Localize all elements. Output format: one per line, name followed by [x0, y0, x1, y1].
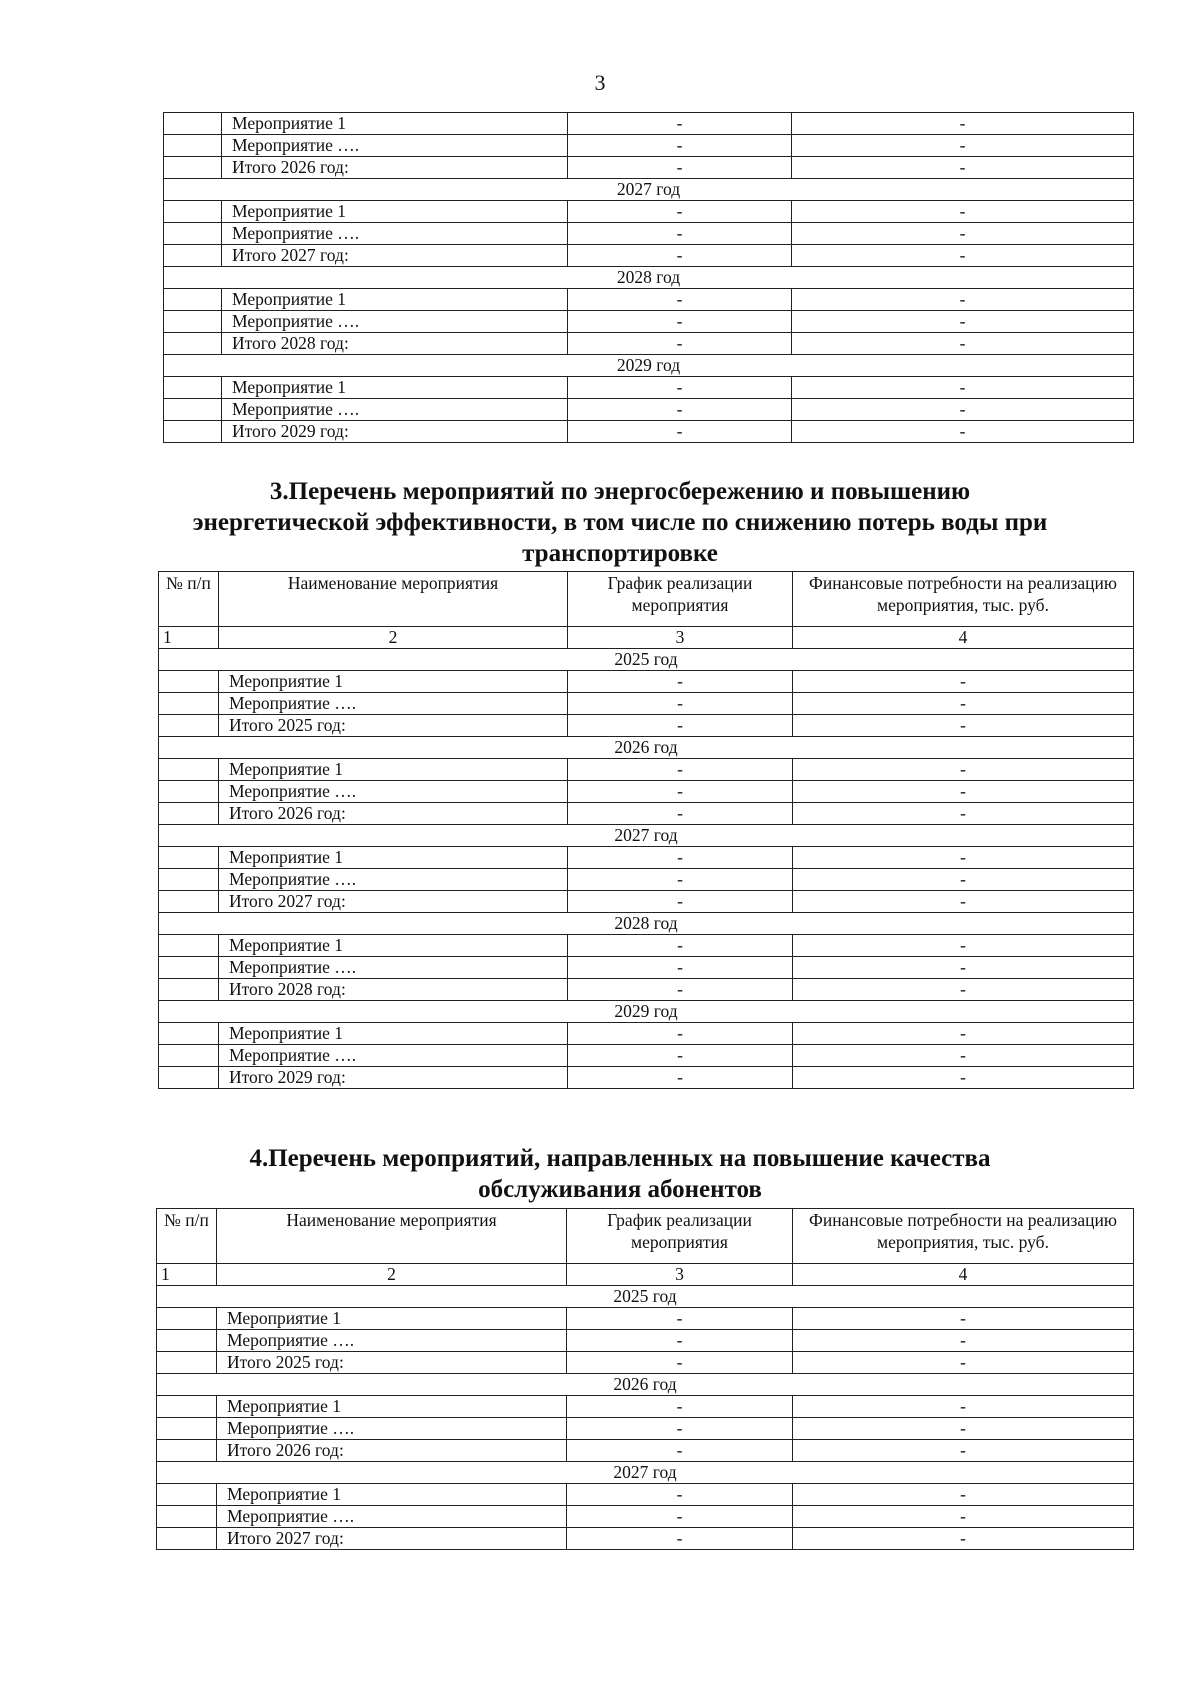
finance-value: - — [792, 421, 1134, 443]
activity-name: Мероприятие 1 — [217, 1484, 567, 1506]
schedule-value: - — [568, 223, 792, 245]
row-number-cell — [159, 891, 219, 913]
row-number-cell — [164, 157, 222, 179]
finance-value: - — [792, 157, 1134, 179]
schedule-value: - — [567, 1308, 793, 1330]
table-row — [159, 957, 1134, 979]
activity-name: Итого 2029 год: — [222, 421, 568, 443]
row-number-cell — [159, 935, 219, 957]
finance-value: - — [792, 223, 1134, 245]
row-number-cell — [157, 1308, 217, 1330]
table-section4 — [156, 1208, 1134, 1550]
year-label: 2028 год — [164, 267, 1134, 289]
table-row — [159, 847, 1134, 869]
activity-name: Итого 2027 год: — [217, 1528, 567, 1550]
year-row — [159, 649, 1134, 671]
header-name: Наименование мероприятия — [217, 1209, 567, 1264]
activity-name: Итого 2027 год: — [219, 891, 568, 913]
table-section3 — [158, 571, 1134, 1089]
finance-value: - — [793, 1330, 1134, 1352]
year-label: 2025 год — [159, 649, 1134, 671]
table-row — [159, 1067, 1134, 1089]
section4-title-line1: 4.Перечень мероприятий, направленных на повышение качества — [249, 1145, 991, 1172]
column-number-4: 4 — [793, 1264, 1134, 1286]
table-row — [159, 693, 1134, 715]
year-row — [157, 1462, 1134, 1484]
activity-name: Итого 2026 год: — [217, 1440, 567, 1462]
row-number-cell — [159, 715, 219, 737]
table-row — [159, 1023, 1134, 1045]
finance-value: - — [793, 1308, 1134, 1330]
year-label: 2027 год — [164, 179, 1134, 201]
finance-value: - — [793, 803, 1134, 825]
table-row — [159, 715, 1134, 737]
activity-name: Мероприятие …. — [219, 693, 568, 715]
schedule-value: - — [568, 759, 793, 781]
table-row — [159, 781, 1134, 803]
activity-name: Итого 2029 год: — [219, 1067, 568, 1089]
activity-name: Итого 2026 год: — [222, 157, 568, 179]
table-body — [157, 1286, 1134, 1550]
table-row — [164, 245, 1134, 267]
finance-value: - — [793, 869, 1134, 891]
schedule-value: - — [568, 245, 792, 267]
schedule-value: - — [568, 1023, 793, 1045]
year-label: 2028 год — [159, 913, 1134, 935]
schedule-value: - — [568, 201, 792, 223]
activity-name: Мероприятие …. — [217, 1506, 567, 1528]
activity-name: Мероприятие 1 — [222, 113, 568, 135]
finance-value: - — [793, 1418, 1134, 1440]
schedule-value: - — [568, 979, 793, 1001]
activity-name: Мероприятие 1 — [217, 1308, 567, 1330]
column-number-4: 4 — [793, 627, 1134, 649]
activity-name: Итого 2025 год: — [219, 715, 568, 737]
activity-name: Итого 2028 год: — [219, 979, 568, 1001]
table-row — [164, 399, 1134, 421]
column-number-3: 3 — [567, 1264, 793, 1286]
year-row — [164, 267, 1134, 289]
row-number-cell — [157, 1484, 217, 1506]
table-row — [164, 377, 1134, 399]
row-number-cell — [157, 1440, 217, 1462]
row-number-cell — [164, 135, 222, 157]
activity-name: Мероприятие 1 — [219, 935, 568, 957]
schedule-value: - — [568, 157, 792, 179]
schedule-value: - — [568, 935, 793, 957]
activity-name: Мероприятие 1 — [219, 847, 568, 869]
row-number-cell — [164, 201, 222, 223]
schedule-value: - — [568, 333, 792, 355]
year-label: 2029 год — [164, 355, 1134, 377]
table-row — [164, 135, 1134, 157]
schedule-value: - — [568, 421, 792, 443]
year-row — [157, 1286, 1134, 1308]
schedule-value: - — [568, 715, 793, 737]
row-number-cell — [164, 377, 222, 399]
finance-value: - — [793, 979, 1134, 1001]
schedule-value: - — [568, 847, 793, 869]
table-section-continuation — [163, 112, 1134, 443]
finance-value: - — [793, 715, 1134, 737]
table-row — [159, 935, 1134, 957]
schedule-value: - — [568, 377, 792, 399]
year-label: 2027 год — [157, 1462, 1134, 1484]
schedule-value: - — [568, 781, 793, 803]
activity-name: Мероприятие …. — [219, 869, 568, 891]
activity-name: Мероприятие …. — [217, 1330, 567, 1352]
schedule-value: - — [567, 1484, 793, 1506]
activity-name: Мероприятие …. — [219, 957, 568, 979]
finance-value: - — [792, 289, 1134, 311]
activity-name: Мероприятие 1 — [222, 377, 568, 399]
finance-value: - — [792, 201, 1134, 223]
row-number-cell — [159, 869, 219, 891]
row-number-cell — [159, 693, 219, 715]
finance-value: - — [793, 1484, 1134, 1506]
finance-value: - — [793, 847, 1134, 869]
row-number-cell — [164, 289, 222, 311]
finance-value: - — [793, 1023, 1134, 1045]
finance-value: - — [793, 1528, 1134, 1550]
table-row — [157, 1506, 1134, 1528]
row-number-cell — [164, 421, 222, 443]
row-number-cell — [164, 399, 222, 421]
header-number: № п/п — [157, 1209, 217, 1264]
activity-name: Мероприятие …. — [217, 1418, 567, 1440]
finance-value: - — [793, 693, 1134, 715]
row-number-cell — [164, 311, 222, 333]
year-label: 2025 год — [157, 1286, 1134, 1308]
column-number-3: 3 — [568, 627, 793, 649]
header-name: Наименование мероприятия — [219, 572, 568, 627]
finance-value: - — [793, 1506, 1134, 1528]
table-row — [159, 869, 1134, 891]
table-row — [164, 311, 1134, 333]
finance-value: - — [793, 891, 1134, 913]
year-row — [159, 825, 1134, 847]
row-number-cell — [159, 847, 219, 869]
activity-name: Мероприятие 1 — [217, 1396, 567, 1418]
header-schedule: График реализации мероприятия — [567, 1209, 793, 1264]
finance-value: - — [793, 1067, 1134, 1089]
row-number-cell — [159, 1045, 219, 1067]
activity-name: Мероприятие …. — [219, 1045, 568, 1067]
column-number-row — [159, 627, 1134, 649]
header-schedule: График реализации мероприятия — [568, 572, 793, 627]
row-number-cell — [159, 1067, 219, 1089]
row-number-cell — [157, 1352, 217, 1374]
finance-value: - — [793, 671, 1134, 693]
year-label: 2027 год — [159, 825, 1134, 847]
finance-value: - — [792, 399, 1134, 421]
section4-title-line2: обслуживания абонентов — [478, 1176, 762, 1203]
schedule-value: - — [568, 289, 792, 311]
activity-name: Мероприятие 1 — [219, 1023, 568, 1045]
table-row — [164, 201, 1134, 223]
finance-value: - — [792, 135, 1134, 157]
row-number-cell — [157, 1528, 217, 1550]
row-number-cell — [157, 1396, 217, 1418]
finance-value: - — [793, 1396, 1134, 1418]
year-label: 2026 год — [157, 1374, 1134, 1396]
year-label: 2026 год — [159, 737, 1134, 759]
finance-value: - — [793, 957, 1134, 979]
column-number-1: 1 — [157, 1264, 217, 1286]
finance-value: - — [792, 333, 1134, 355]
year-row — [159, 737, 1134, 759]
table-row — [164, 157, 1134, 179]
row-number-cell — [159, 781, 219, 803]
activity-name: Мероприятие …. — [222, 135, 568, 157]
activity-name: Итого 2028 год: — [222, 333, 568, 355]
row-number-cell — [164, 245, 222, 267]
column-number-row — [157, 1264, 1134, 1286]
schedule-value: - — [568, 803, 793, 825]
row-number-cell — [164, 113, 222, 135]
schedule-value: - — [568, 1045, 793, 1067]
activity-name: Мероприятие 1 — [219, 671, 568, 693]
year-row — [159, 1001, 1134, 1023]
table-row — [157, 1440, 1134, 1462]
finance-value: - — [793, 1352, 1134, 1374]
finance-value: - — [792, 311, 1134, 333]
table-body — [164, 113, 1134, 443]
table-row — [164, 421, 1134, 443]
schedule-value: - — [568, 113, 792, 135]
schedule-value: - — [568, 957, 793, 979]
finance-value: - — [792, 113, 1134, 135]
table-row — [157, 1396, 1134, 1418]
page-number: 3 — [594, 70, 606, 95]
column-number-2: 2 — [217, 1264, 567, 1286]
header-number: № п/п — [159, 572, 219, 627]
schedule-value: - — [567, 1418, 793, 1440]
table-row — [164, 333, 1134, 355]
activity-name: Мероприятие …. — [219, 781, 568, 803]
table-row — [157, 1528, 1134, 1550]
year-label: 2029 год — [159, 1001, 1134, 1023]
column-number-2: 2 — [219, 627, 568, 649]
row-number-cell — [164, 223, 222, 245]
table-body — [159, 649, 1134, 1089]
row-number-cell — [159, 759, 219, 781]
section4-title — [120, 1143, 1120, 1205]
table-row — [159, 979, 1134, 1001]
schedule-value: - — [567, 1528, 793, 1550]
table-header-row — [157, 1209, 1134, 1264]
year-row — [164, 179, 1134, 201]
table-row — [159, 803, 1134, 825]
row-number-cell — [157, 1330, 217, 1352]
table-row — [157, 1330, 1134, 1352]
finance-value: - — [792, 377, 1134, 399]
section3-title-line2: энергетической эффективности, в том числе по снижению потерь воды при — [192, 509, 1048, 536]
activity-name: Мероприятие …. — [222, 223, 568, 245]
table-row — [157, 1418, 1134, 1440]
finance-value: - — [792, 245, 1134, 267]
table-row — [159, 759, 1134, 781]
year-row — [157, 1374, 1134, 1396]
table-row — [164, 289, 1134, 311]
row-number-cell — [164, 333, 222, 355]
schedule-value: - — [568, 693, 793, 715]
table-row — [157, 1308, 1134, 1330]
section3-title-line1: 3.Перечень мероприятий по энергосбережению и повышению — [269, 478, 971, 505]
activity-name: Итого 2026 год: — [219, 803, 568, 825]
column-number-1: 1 — [159, 627, 219, 649]
schedule-value: - — [567, 1352, 793, 1374]
table-row — [164, 223, 1134, 245]
row-number-cell — [159, 979, 219, 1001]
activity-name: Мероприятие 1 — [219, 759, 568, 781]
schedule-value: - — [568, 671, 793, 693]
table-row — [164, 113, 1134, 135]
row-number-cell — [159, 803, 219, 825]
row-number-cell — [157, 1506, 217, 1528]
table-row — [157, 1352, 1134, 1374]
section3-title-line3: транспортировке — [522, 540, 718, 567]
activity-name: Итого 2025 год: — [217, 1352, 567, 1374]
row-number-cell — [157, 1418, 217, 1440]
activity-name: Мероприятие 1 — [222, 289, 568, 311]
schedule-value: - — [567, 1396, 793, 1418]
header-finance: Финансовые потребности на реализацию мероприятия, тыс. руб. — [793, 572, 1134, 627]
row-number-cell — [159, 1023, 219, 1045]
row-number-cell — [159, 671, 219, 693]
row-number-cell — [159, 957, 219, 979]
year-row — [159, 913, 1134, 935]
table-row — [159, 891, 1134, 913]
table-row — [159, 1045, 1134, 1067]
schedule-value: - — [568, 891, 793, 913]
activity-name: Мероприятие …. — [222, 311, 568, 333]
table-row — [157, 1484, 1134, 1506]
activity-name: Итого 2027 год: — [222, 245, 568, 267]
table-row — [159, 671, 1134, 693]
activity-name: Мероприятие …. — [222, 399, 568, 421]
finance-value: - — [793, 759, 1134, 781]
schedule-value: - — [567, 1440, 793, 1462]
year-row — [164, 355, 1134, 377]
schedule-value: - — [567, 1506, 793, 1528]
schedule-value: - — [568, 135, 792, 157]
finance-value: - — [793, 781, 1134, 803]
table-header-row — [159, 572, 1134, 627]
schedule-value: - — [568, 869, 793, 891]
header-finance: Финансовые потребности на реализацию мероприятия, тыс. руб. — [793, 1209, 1134, 1264]
finance-value: - — [793, 1440, 1134, 1462]
section3-title — [120, 476, 1120, 569]
activity-name: Мероприятие 1 — [222, 201, 568, 223]
schedule-value: - — [567, 1330, 793, 1352]
finance-value: - — [793, 935, 1134, 957]
finance-value: - — [793, 1045, 1134, 1067]
schedule-value: - — [568, 399, 792, 421]
schedule-value: - — [568, 311, 792, 333]
schedule-value: - — [568, 1067, 793, 1089]
